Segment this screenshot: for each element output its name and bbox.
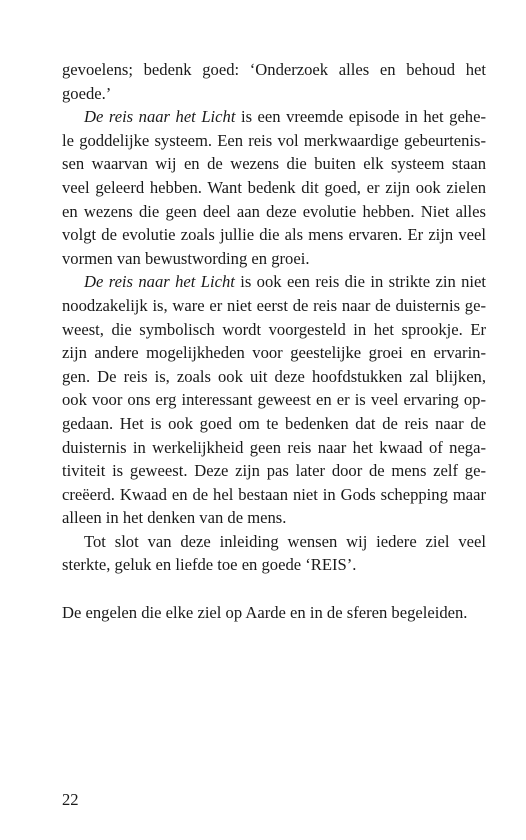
text-line: creëerd. Kwaad en de hel bestaan niet in Gods schepping maar — [62, 484, 486, 504]
text-line: tiviteit is geweest. Deze zijn pas later door de mens zelf ge- — [62, 461, 486, 481]
text-line: en wezens die geen deel aan deze evolutie hebben. Niet alles — [62, 201, 486, 221]
text-segment: is een vreemde episode in het gehe- — [235, 107, 486, 127]
body-text — [62, 58, 486, 624]
text-line: vormen van bewustwording en groei. — [62, 248, 310, 268]
text-line: duisternis in werkelijkheid geen reis naar het kwaad of nega- — [62, 437, 486, 457]
text-line: volgt de evolutie zoals jullie die als mens ervaren. Er zijn veel — [62, 225, 486, 245]
text-line: gen. De reis is, zoals ook uit deze hoofdstukken zal blijken, — [62, 366, 486, 386]
text-line: goede.’ — [62, 83, 112, 103]
text-line: gedaan. Het is ook goed om te bedenken dat de reis naar de — [62, 413, 486, 433]
book-title-italic: De reis naar het Licht — [84, 272, 235, 292]
text-line: gevoelens; bedenk goed: ‘Onderzoek alles en behoud het — [62, 60, 486, 79]
text-line: weest, die symbolisch wordt voorgesteld in het sprookje. Er — [62, 319, 486, 339]
text-line — [62, 105, 486, 129]
text-line: zijn andere mogelijkheden voor geestelijke groei en ervarin- — [62, 343, 486, 363]
text-line: ook voor ons erg interessant geweest en er is veel ervaring op- — [62, 390, 486, 410]
text-line: Tot slot van deze inleiding wensen wij iedere ziel veel — [84, 531, 486, 551]
text-line: sen waarvan wij en de wezens die buiten elk systeem staan — [62, 154, 486, 174]
book-title-italic: De reis naar het Licht — [84, 107, 236, 127]
text-segment: is ook een reis die in strikte zin niet — [234, 272, 486, 292]
paragraph-gap — [62, 577, 486, 601]
signature-line: De engelen die elke ziel op Aarde en in de sferen begeleiden. — [62, 602, 468, 622]
text-line: le goddelijke systeem. Een reis vol merkwaardige gebeurtenis- — [62, 130, 486, 150]
page-number: 22 — [62, 790, 79, 809]
text-line: noodzakelijk is, ware er niet eerst de reis naar de duisternis ge- — [62, 295, 486, 315]
text-line: sterkte, geluk en liefde toe en goede ‘REIS’. — [62, 555, 357, 575]
text-line: veel geleerd hebben. Want bedenk dit goed, er zijn ook zielen — [62, 177, 486, 197]
text-line — [62, 270, 486, 294]
text-line: alleen in het denken van de mens. — [62, 508, 287, 528]
